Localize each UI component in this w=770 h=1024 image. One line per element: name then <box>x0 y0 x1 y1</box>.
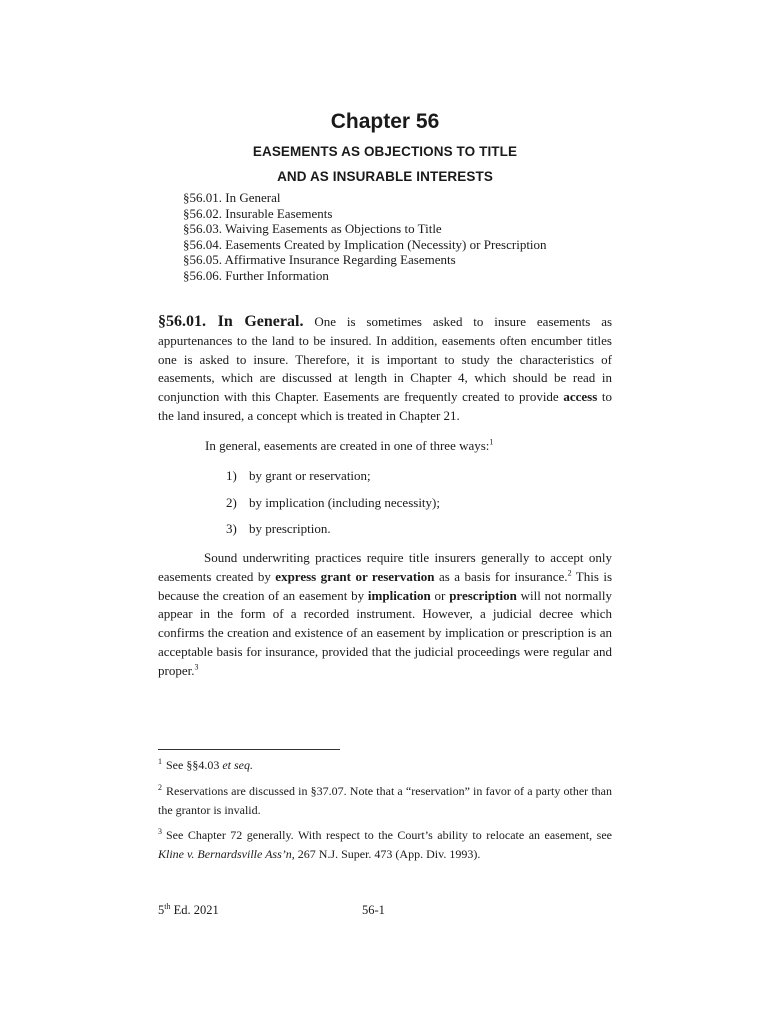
paragraph-text: This is because the creation of an easement by <box>158 568 613 603</box>
edition-number: 5 <box>158 903 165 917</box>
bold-term-prescription: prescription <box>449 587 517 603</box>
edition-label <box>158 903 219 918</box>
paragraph-text: In general, easements are created in one of three ways: <box>205 438 490 453</box>
chapter-subtitle-line2: AND AS INSURABLE INTERESTS <box>277 169 493 184</box>
toc-item: §56.02. Insurable Easements <box>183 205 333 221</box>
paragraph-text: to the land insured, a concept which is treated in Chapter 21. <box>158 389 613 423</box>
footnote-text: Reservations are discussed in §37.07. Note that a “reservation” in favor of a party other than the grantor is invalid. <box>158 784 612 817</box>
list-item <box>226 467 440 494</box>
footnote-text: See Chapter 72 generally. With respect to the Court’s ability to relocate an easement, see <box>166 828 612 842</box>
page-number: 56-1 <box>362 903 385 917</box>
edition-text: Ed. 2021 <box>173 903 219 917</box>
chapter-subtitle-line1: EASEMENTS AS OBJECTIONS TO TITLE <box>252 144 518 159</box>
list-item <box>226 494 440 521</box>
toc-item: §56.01. In General <box>183 190 281 205</box>
footnote-italic: et seq. <box>222 758 253 772</box>
footnote-3 <box>158 826 612 864</box>
toc-item: §56.05. Affirmative Insurance Regarding Easements <box>183 252 456 268</box>
toc-item: §56.04. Easements Created by Implication (Necessity) or Prescription <box>183 236 547 252</box>
ways-intro <box>205 438 493 454</box>
paragraph-text: One is sometimes asked to insure easements as appurtenances to the land to be insured. In addition, easements often encumber titles one is asked to insure. Therefore, it is important to study the characteristics of easements, which are discussed at length in Chapter 4, which should be read in conjunction with this Chapter. Easements are frequently created to provide <box>158 314 613 405</box>
footnote-text: See §§4.03 <box>166 758 220 772</box>
footnote-ref-1: 1 <box>489 437 494 447</box>
toc-item: §56.03. Waiving Easements as Objections to Title <box>183 221 442 237</box>
list-text: by grant or reservation; <box>249 468 371 483</box>
section-paragraph-2 <box>158 549 612 681</box>
bold-term-implication: implication <box>367 587 431 603</box>
section-heading: §56.01. In General. <box>158 313 304 330</box>
footnote-text: 267 N.J. Super. 473 (App. Div. 1993). <box>297 847 481 861</box>
list-text: by prescription. <box>249 521 331 536</box>
paragraph-text: as a basis for insurance. <box>438 568 568 584</box>
list-number: 1) <box>226 468 237 483</box>
chapter-title: Chapter 56 <box>330 110 440 133</box>
list-text: by implication (including necessity); <box>249 494 440 510</box>
paragraph-text: Sound underwriting practices require title insurers generally to accept only easements created by <box>158 550 612 584</box>
list-item <box>226 520 440 547</box>
list-number: 2) <box>226 494 237 510</box>
case-citation: Kline v. Bernardsville Ass’n, <box>158 847 295 861</box>
footnote-marker: 1 <box>158 757 162 766</box>
bold-term-access: access <box>563 389 598 405</box>
footnote-1 <box>158 756 612 775</box>
bold-term-express-grant: express grant or reservation <box>275 568 435 584</box>
toc-item: §56.06. Further Information <box>183 267 329 283</box>
edition-suffix: th <box>164 901 171 911</box>
list-number: 3) <box>226 521 237 536</box>
footnote-marker: 2 <box>158 783 162 792</box>
footnote-divider <box>158 749 340 750</box>
footnote-ref-2: 2 <box>567 568 572 578</box>
paragraph-text: will not normally appear in the form of a recorded instrument. However, a judicial decree which confirms the creation and existence of an easement by implication or prescription is an acceptable basis for insurance, provided that the judicial proceedings were regular and proper. <box>158 587 612 678</box>
section-paragraph-1 <box>158 313 612 426</box>
footnote-ref-3: 3 <box>194 662 199 672</box>
footnote-2 <box>158 782 612 820</box>
table-of-contents <box>183 190 547 284</box>
footnote-marker: 3 <box>158 827 162 836</box>
ways-list <box>226 467 440 547</box>
paragraph-text: or <box>434 587 446 603</box>
